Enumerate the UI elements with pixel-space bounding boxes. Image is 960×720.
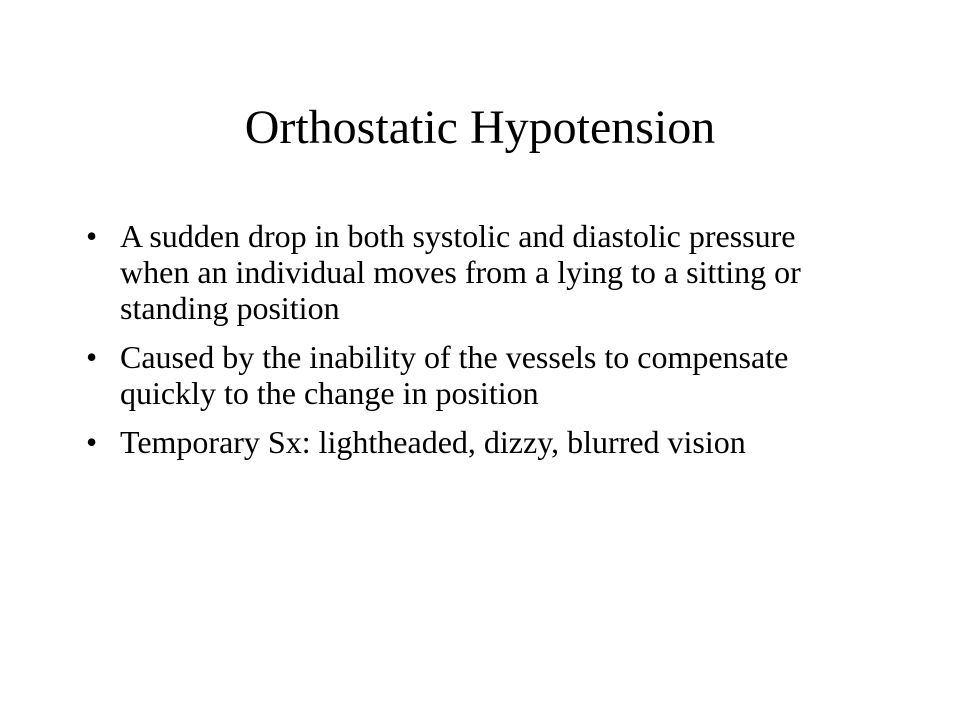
bullet-marker: • [86,424,98,460]
slide-title: Orthostatic Hypotension [244,101,716,154]
bullet-text: Caused by the inability of the vessels to compensate quickly to the change in position [120,339,789,411]
bullet-text: Temporary Sx: lightheaded, dizzy, blurred vision [120,424,746,460]
bullet-marker: • [86,218,98,254]
bullet-marker: • [86,339,98,375]
bullet-item [86,218,866,326]
bullet-item [86,424,866,460]
bullet-list [86,218,866,473]
bullet-text: A sudden drop in both systolic and diastolic pressure when an individual moves from a lying to a sitting or standing position [120,218,801,326]
bullet-item [86,339,866,411]
